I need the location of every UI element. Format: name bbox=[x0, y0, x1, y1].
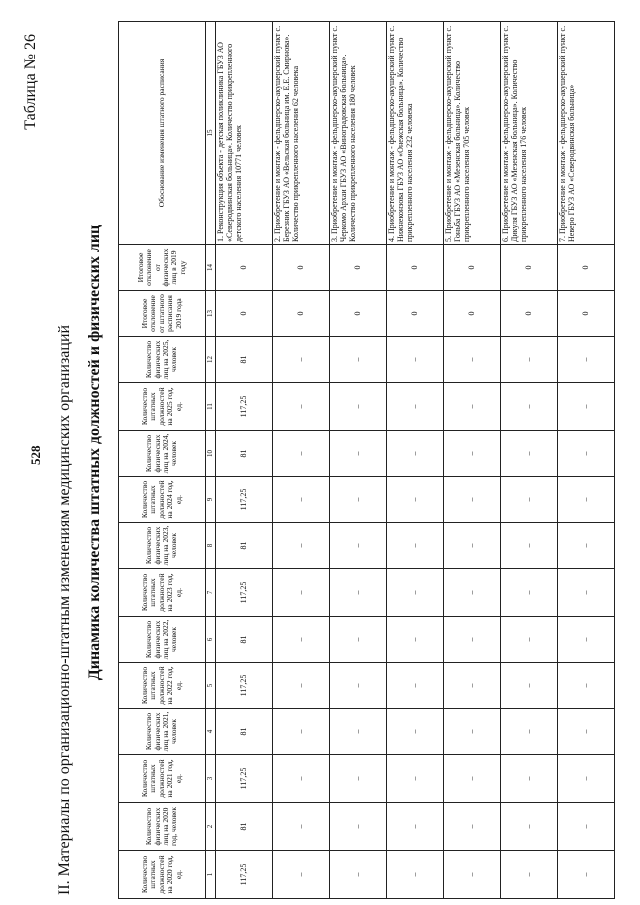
table-cell: 117,25 bbox=[216, 755, 273, 803]
table-cell: – bbox=[501, 431, 558, 477]
table-cell: – bbox=[387, 523, 444, 569]
table-cell: 117,25 bbox=[216, 383, 273, 431]
table-cell: – bbox=[444, 851, 501, 899]
table-cell: – bbox=[387, 851, 444, 899]
justification-cell: 3. Приобретение и монтаж - фельдшерско-акушерский пункт с. Черкомо Архаи ГБУЗ АО «Виноградовская больница». Количество прикрепленного населения 180 человек bbox=[330, 22, 387, 245]
table-cell: – bbox=[273, 477, 330, 523]
column-header: Итоговое отклонение от физических лиц в 2019 году bbox=[119, 245, 206, 291]
table-cell: – bbox=[330, 477, 387, 523]
column-header: Количество штатных должностей на 2022 год, ед. bbox=[119, 663, 206, 709]
table-cell: – bbox=[330, 617, 387, 663]
justification-cell: 2. Приобретение и монтаж - фельдшерско-акушерский пункт с. Березник ГБУЗ АО «Вельская больница им. Е.Е. Смирнова». Количество прикрепленного населения 62 человека bbox=[273, 22, 330, 245]
table-cell: 0 bbox=[501, 291, 558, 337]
table-cell: – bbox=[558, 477, 615, 523]
table-cell: – bbox=[387, 803, 444, 851]
table-cell: – bbox=[273, 383, 330, 431]
column-number-row bbox=[206, 22, 216, 899]
table-row bbox=[558, 22, 615, 899]
column-header: Количество физических лиц на 2023, человек bbox=[119, 523, 206, 569]
table-cell: – bbox=[444, 477, 501, 523]
table-cell: – bbox=[501, 709, 558, 755]
table-cell: 117,25 bbox=[216, 477, 273, 523]
table-cell: – bbox=[387, 663, 444, 709]
table-cell: – bbox=[444, 755, 501, 803]
table-cell: 0 bbox=[330, 291, 387, 337]
table-row bbox=[501, 22, 558, 899]
table-cell: – bbox=[558, 337, 615, 383]
table-cell: – bbox=[330, 755, 387, 803]
table-cell: – bbox=[501, 523, 558, 569]
table-cell: 117,25 bbox=[216, 851, 273, 899]
column-number: 2 bbox=[206, 803, 216, 851]
column-header: Количество штатных должностей на 2025 год, ед. bbox=[119, 383, 206, 431]
table-cell: – bbox=[444, 663, 501, 709]
column-header: Обоснование изменения штатного расписания bbox=[119, 22, 206, 245]
table-cell: – bbox=[330, 803, 387, 851]
table-cell: – bbox=[273, 431, 330, 477]
table-row bbox=[273, 22, 330, 899]
table-cell: – bbox=[444, 709, 501, 755]
column-number: 4 bbox=[206, 709, 216, 755]
table-cell: – bbox=[387, 755, 444, 803]
table-cell: – bbox=[273, 569, 330, 617]
table-cell: – bbox=[558, 383, 615, 431]
table-cell: 81 bbox=[216, 523, 273, 569]
table-label: Таблица № 26 bbox=[22, 34, 39, 130]
table-cell: – bbox=[273, 803, 330, 851]
table-cell: 117,25 bbox=[216, 569, 273, 617]
table-cell: – bbox=[330, 523, 387, 569]
table-cell: – bbox=[558, 755, 615, 803]
table-cell: – bbox=[387, 569, 444, 617]
table-cell: 117,25 bbox=[216, 663, 273, 709]
section-heading: II. Материалы по организационно-штатным изменениям медицинских организаций bbox=[56, 324, 73, 895]
table-row bbox=[444, 22, 501, 899]
column-header: Количество физических лиц на 2025, человек bbox=[119, 337, 206, 383]
table-cell: – bbox=[501, 851, 558, 899]
table-cell: – bbox=[501, 477, 558, 523]
justification-cell: 7. Приобретение и монтаж - фельдшерско-акушерский пункт с. Неверо ГБУЗ АО «Северодвинская больница» bbox=[558, 22, 615, 245]
column-header: Количество физических лиц на 2022, человек bbox=[119, 617, 206, 663]
table-cell: 0 bbox=[387, 245, 444, 291]
justification-cell: 5. Приобретение и монтаж - фельдшерско-акушерский пункт с. Гоньба ГБУЗ АО «Мезенская больница». Количество прикрепленного населения 705 человек bbox=[444, 22, 501, 245]
table-cell: – bbox=[273, 523, 330, 569]
table-cell: – bbox=[501, 803, 558, 851]
staffing-table bbox=[118, 21, 615, 899]
table-cell: – bbox=[387, 617, 444, 663]
table-cell: – bbox=[558, 851, 615, 899]
table-cell: – bbox=[444, 617, 501, 663]
column-number: 8 bbox=[206, 523, 216, 569]
table-cell: – bbox=[444, 337, 501, 383]
column-header: Количество штатных должностей на 2021 год, ед. bbox=[119, 755, 206, 803]
table-cell: 0 bbox=[216, 245, 273, 291]
table-cell: 0 bbox=[501, 245, 558, 291]
table-cell: 81 bbox=[216, 617, 273, 663]
table-cell: 0 bbox=[273, 291, 330, 337]
table-cell: – bbox=[558, 431, 615, 477]
table-cell: 0 bbox=[330, 245, 387, 291]
table-cell: – bbox=[273, 617, 330, 663]
column-number: 5 bbox=[206, 663, 216, 709]
table-cell: – bbox=[387, 383, 444, 431]
table-cell: – bbox=[501, 337, 558, 383]
table-row bbox=[330, 22, 387, 899]
column-number: 10 bbox=[206, 431, 216, 477]
column-header: Количество штатных должностей на 2020 год, ед. bbox=[119, 851, 206, 899]
table-cell: – bbox=[330, 851, 387, 899]
table-cell: – bbox=[330, 431, 387, 477]
table-cell: – bbox=[387, 337, 444, 383]
table-cell: – bbox=[444, 383, 501, 431]
column-number: 9 bbox=[206, 477, 216, 523]
table-cell: – bbox=[558, 709, 615, 755]
justification-cell: 4. Приобретение и монтаж - фельдшерско-акушерский пункт с. Нижнеконзова ГБУЗ АО «Онежская больница». Количество прикрепленного населения 232 человека bbox=[387, 22, 444, 245]
column-header: Количество штатных должностей на 2024 год, ед. bbox=[119, 477, 206, 523]
table-cell: – bbox=[330, 663, 387, 709]
table-cell: – bbox=[501, 663, 558, 709]
column-number: 14 bbox=[206, 245, 216, 291]
column-header: Количество физических лиц на 2021, человек bbox=[119, 709, 206, 755]
column-header: Итоговое отклонение от штатного расписания 2019 года bbox=[119, 291, 206, 337]
justification-cell: 6. Приобретение и монтаж - фельдшерско-акушерский пункт с. Дикуля ГБУЗ АО «Мезенская больница». Количество прикрепленного населения 176 человек bbox=[501, 22, 558, 245]
table-cell: – bbox=[444, 569, 501, 617]
column-number: 1 bbox=[206, 851, 216, 899]
table-title: Динамика количества штатных должностей и физических лиц bbox=[86, 224, 103, 681]
table-cell: – bbox=[273, 337, 330, 383]
table-cell: – bbox=[558, 569, 615, 617]
table-cell: – bbox=[387, 477, 444, 523]
table-cell: – bbox=[273, 709, 330, 755]
table-cell: – bbox=[273, 663, 330, 709]
table-cell: 81 bbox=[216, 709, 273, 755]
table-cell: – bbox=[501, 569, 558, 617]
table-cell: – bbox=[501, 617, 558, 663]
column-header: Количество физических лиц на 2024, человек bbox=[119, 431, 206, 477]
table-cell: – bbox=[444, 803, 501, 851]
table-row bbox=[387, 22, 444, 899]
column-number: 3 bbox=[206, 755, 216, 803]
header-row bbox=[119, 22, 206, 899]
table-cell: – bbox=[330, 569, 387, 617]
table-row bbox=[216, 22, 273, 899]
column-header: Количество физических лиц на 2020 год, человек bbox=[119, 803, 206, 851]
table-cell: – bbox=[558, 803, 615, 851]
column-number: 15 bbox=[206, 22, 216, 245]
table-cell: – bbox=[558, 523, 615, 569]
table-cell: – bbox=[387, 709, 444, 755]
page-number: 528 bbox=[28, 445, 43, 465]
column-number: 11 bbox=[206, 383, 216, 431]
table-cell: 0 bbox=[558, 291, 615, 337]
table-cell: – bbox=[273, 851, 330, 899]
table-cell: 0 bbox=[558, 245, 615, 291]
table-cell: – bbox=[330, 337, 387, 383]
table-cell: – bbox=[444, 431, 501, 477]
table-cell: – bbox=[387, 431, 444, 477]
column-number: 13 bbox=[206, 291, 216, 337]
table-cell: – bbox=[501, 383, 558, 431]
column-header: Количество штатных должностей на 2023 год, ед. bbox=[119, 569, 206, 617]
column-number: 7 bbox=[206, 569, 216, 617]
table-cell: 81 bbox=[216, 337, 273, 383]
table-cell: – bbox=[273, 755, 330, 803]
table-cell: – bbox=[330, 383, 387, 431]
table-cell: – bbox=[558, 617, 615, 663]
table-cell: – bbox=[444, 523, 501, 569]
table-cell: – bbox=[501, 755, 558, 803]
column-number: 6 bbox=[206, 617, 216, 663]
table-cell: – bbox=[558, 663, 615, 709]
table-cell: 0 bbox=[444, 245, 501, 291]
table-cell: 0 bbox=[444, 291, 501, 337]
table-cell: 81 bbox=[216, 803, 273, 851]
table-cell: 0 bbox=[387, 291, 444, 337]
table-cell: 81 bbox=[216, 431, 273, 477]
table-cell: 0 bbox=[273, 245, 330, 291]
table-cell: – bbox=[330, 709, 387, 755]
table-cell: 0 bbox=[216, 291, 273, 337]
justification-cell: 1. Реконструкция объекта - детская поликлиника ГБУЗ АО «Северодвинская больница». Количество прикрепленного детского населения 10771 человек bbox=[216, 22, 273, 245]
column-number: 12 bbox=[206, 337, 216, 383]
